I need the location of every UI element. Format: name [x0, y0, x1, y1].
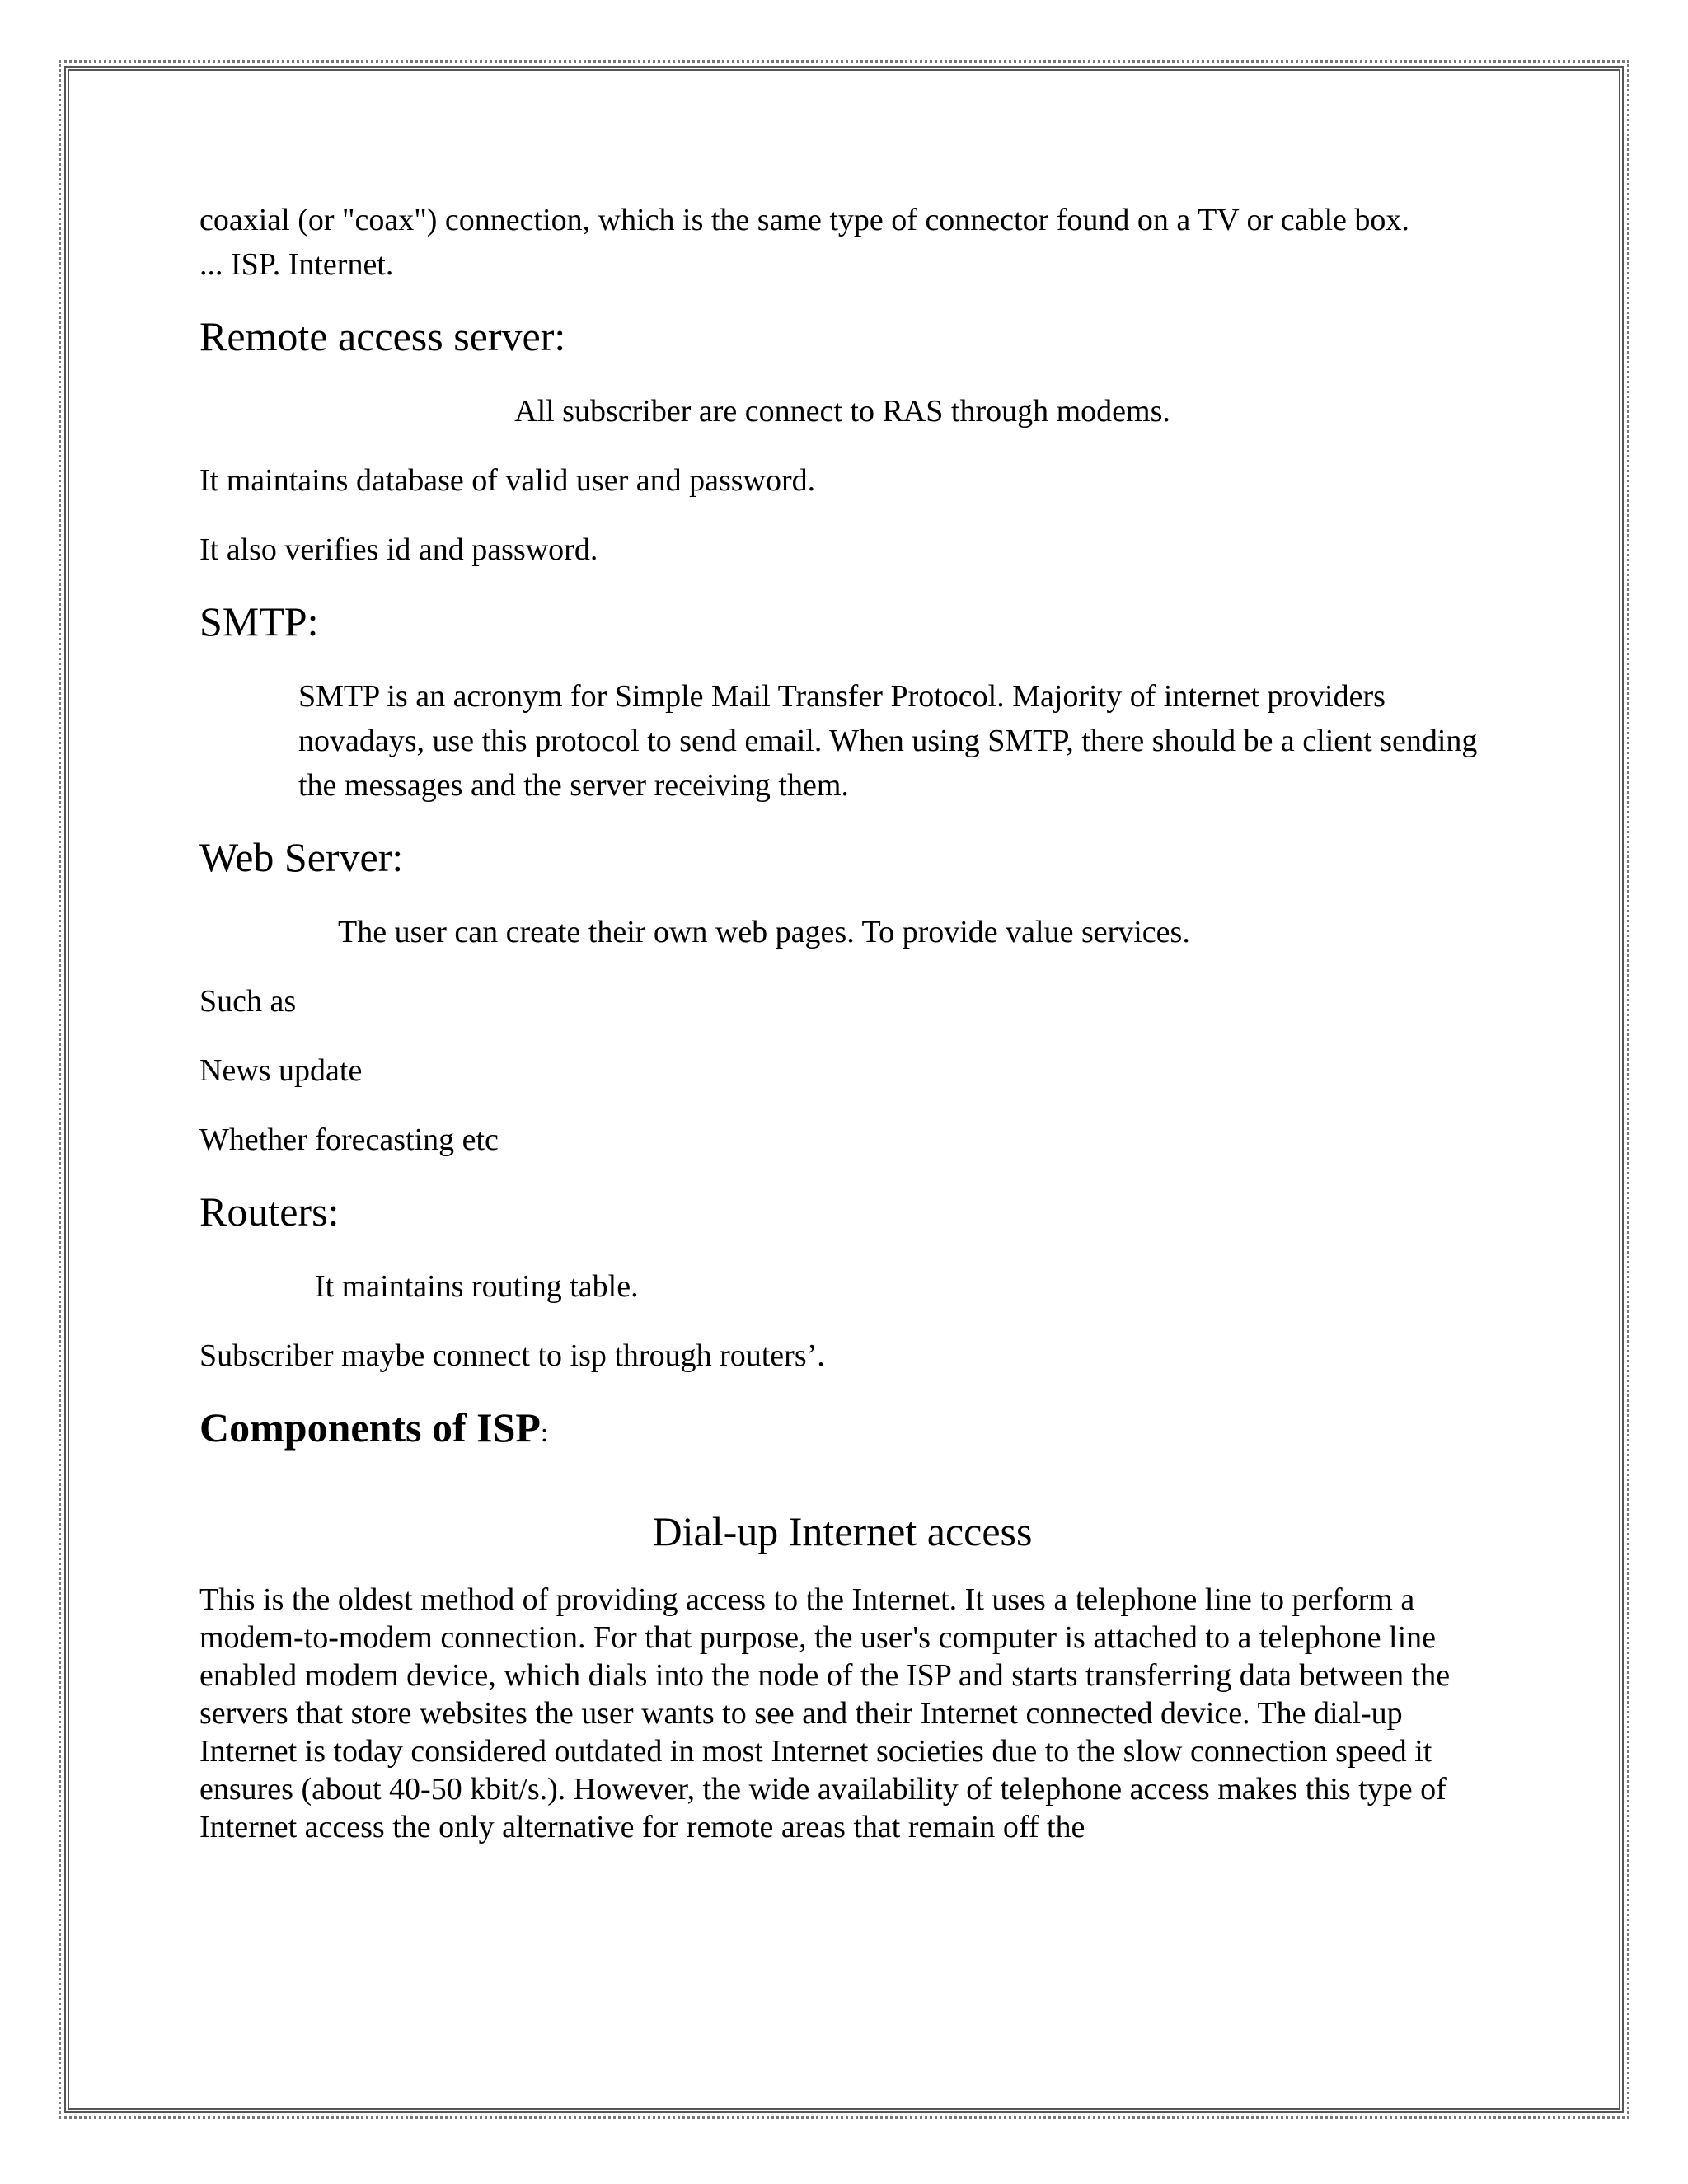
- dialup-paragraph: This is the oldest method of providing access to the Internet. It uses a telephone line to perform a modem-to-modem connection. For that purpose, the user's computer is attached to a telephone line enabled modem device, which dials into the node of the ISP and starts transferring data between the servers that store websites the user wants to see and their Internet connected device. The dial-up Internet is today considered outdated in most Internet societies due to the slow connection speed it ensures (about 40-50 kbit/s.). However, the wide availability of telephone access makes this type of Internet access the only alternative for remote areas that remain off the: [199, 1582, 1451, 1844]
- routers-heading: Routers:: [199, 1188, 340, 1235]
- intro-paragraph: [199, 198, 1485, 287]
- remote-access-heading: Remote access server:: [199, 313, 566, 359]
- web-server-p1: The user can create their own web pages. To provide value services.: [338, 915, 1190, 949]
- web-server-p3: News update: [199, 1053, 363, 1088]
- dialup-subheading: Dial-up Internet access: [652, 1508, 1033, 1554]
- remote-access-p2: It maintains database of valid user and password.: [199, 463, 816, 498]
- components-heading-text: Components of ISP: [199, 1404, 541, 1451]
- web-server-p4: Whether forecasting etc: [199, 1122, 499, 1157]
- smtp-heading: SMTP:: [199, 598, 319, 644]
- remote-access-p3: It also verifies id and password.: [199, 532, 598, 567]
- intro-line-2: ... ISP. Internet.: [199, 247, 394, 282]
- remote-access-p1: All subscriber are connect to RAS through modems.: [514, 394, 1170, 429]
- routers-p2: Subscriber maybe connect to isp through routers’.: [199, 1338, 825, 1373]
- smtp-paragraph: [199, 674, 1485, 808]
- components-heading: [199, 1403, 1485, 1457]
- document-body: [199, 198, 1485, 1871]
- smtp-body: SMTP is an acronym for Simple Mail Transfer Protocol. Majority of internet providers novadays, use this protocol to send email. When using SMTP, there should be a client sending the messages and the server receiving them.: [298, 679, 1478, 803]
- components-heading-colon: :: [540, 1418, 548, 1447]
- web-server-p2: Such as: [199, 984, 297, 1019]
- intro-line-1: coaxial (or "coax") connection, which is the same type of connector found on a TV or cable box.: [199, 203, 1409, 237]
- web-server-heading: Web Server:: [199, 834, 404, 880]
- routers-p1: It maintains routing table.: [315, 1269, 639, 1304]
